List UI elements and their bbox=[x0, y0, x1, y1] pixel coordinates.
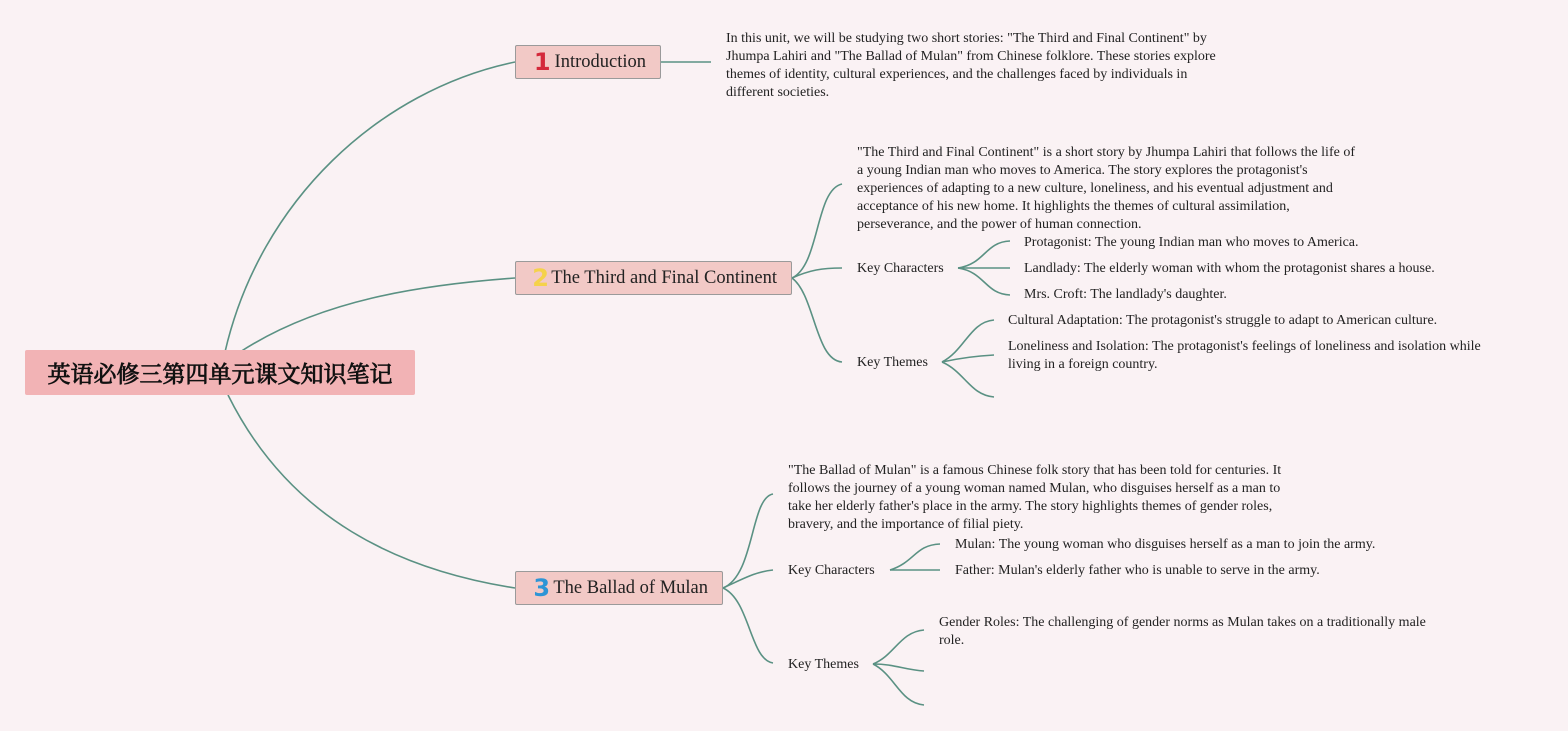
mulan-summary-text: "The Ballad of Mulan" is a famous Chinese folk story that has been told for centuries. It follows the journey of a young woman named Mulan, who disguises herself as a man to take her elderly father's place in the army. The story highlights themes of gender roles, bravery, and the importance of filial piety. bbox=[788, 463, 1282, 532]
number-3-icon: 3 bbox=[533, 574, 551, 602]
topic-title: The Ballad of Mulan bbox=[553, 577, 708, 598]
third-theme-loneliness: Loneliness and Isolation: The protagonist's feelings of loneliness and isolation while living in a foreign country. bbox=[1008, 339, 1481, 372]
topic-title: The Third and Final Continent bbox=[551, 267, 777, 288]
mulan-key-characters-label[interactable]: Key Characters bbox=[788, 563, 875, 578]
link-root-mulan bbox=[228, 395, 515, 588]
mulan-character-mulan: Mulan: The young woman who disguises herself as a man to join the army. bbox=[955, 537, 1376, 552]
link-char-1 bbox=[958, 241, 1010, 268]
link-mtheme-1 bbox=[873, 630, 924, 664]
third-key-themes-label[interactable]: Key Themes bbox=[857, 355, 928, 370]
third-character-mrs-croft: Mrs. Croft: The landlady's daughter. bbox=[1024, 287, 1227, 302]
root-node[interactable] bbox=[25, 350, 415, 395]
third-summary-text: "The Third and Final Continent" is a short story by Jhumpa Lahiri that follows the life of a young Indian man who moves to America. The story explores the protagonist's experiences of adapting to a new culture, loneliness, and his eventual adjustment and acceptance of his new home. It highlights the themes of cultural assimilation, perseverance, and the power of human connection. bbox=[857, 145, 1355, 232]
link-mchar-1 bbox=[890, 544, 940, 570]
topic-ballad-of-mulan[interactable] bbox=[515, 571, 723, 605]
link-third-themes bbox=[792, 278, 842, 362]
third-character-landlady: Landlady: The elderly woman with whom the protagonist shares a house. bbox=[1024, 261, 1435, 276]
introduction-text: In this unit, we will be studying two short stories: "The Third and Final Continent" by Jhumpa Lahiri and "The Ballad of Mulan" from Chinese folklore. These stories explore themes of identity, cultural experiences, and the challenges faced by individuals in different societies. bbox=[726, 31, 1216, 100]
link-third-summary bbox=[792, 184, 842, 278]
number-1-icon: 1 bbox=[533, 48, 551, 76]
mulan-key-themes-label[interactable]: Key Themes bbox=[788, 657, 859, 672]
link-root-third bbox=[240, 278, 515, 352]
third-key-characters-label[interactable]: Key Characters bbox=[857, 261, 944, 276]
link-char-3 bbox=[958, 268, 1010, 295]
root-title: 英语必修三第四单元课文知识笔记 bbox=[47, 362, 393, 388]
topic-title: Introduction bbox=[554, 51, 646, 72]
link-root-intro bbox=[225, 62, 515, 352]
topic-introduction[interactable] bbox=[515, 45, 661, 79]
mulan-character-father: Father: Mulan's elderly father who is unable to serve in the army. bbox=[955, 563, 1320, 578]
link-mulan-summary bbox=[723, 494, 773, 588]
number-2-icon: 2 bbox=[532, 264, 549, 292]
mulan-theme-gender-roles: Gender Roles: The challenging of gender norms as Mulan takes on a traditionally male role. bbox=[939, 615, 1426, 648]
link-theme-3 bbox=[942, 362, 994, 397]
third-theme-cultural-adaptation: Cultural Adaptation: The protagonist's struggle to adapt to American culture. bbox=[1008, 313, 1438, 328]
link-mulan-characters bbox=[723, 570, 773, 588]
third-character-protagonist: Protagonist: The young Indian man who moves to America. bbox=[1024, 235, 1359, 250]
topic-third-final-continent[interactable] bbox=[515, 261, 792, 295]
link-mulan-themes bbox=[723, 588, 773, 663]
